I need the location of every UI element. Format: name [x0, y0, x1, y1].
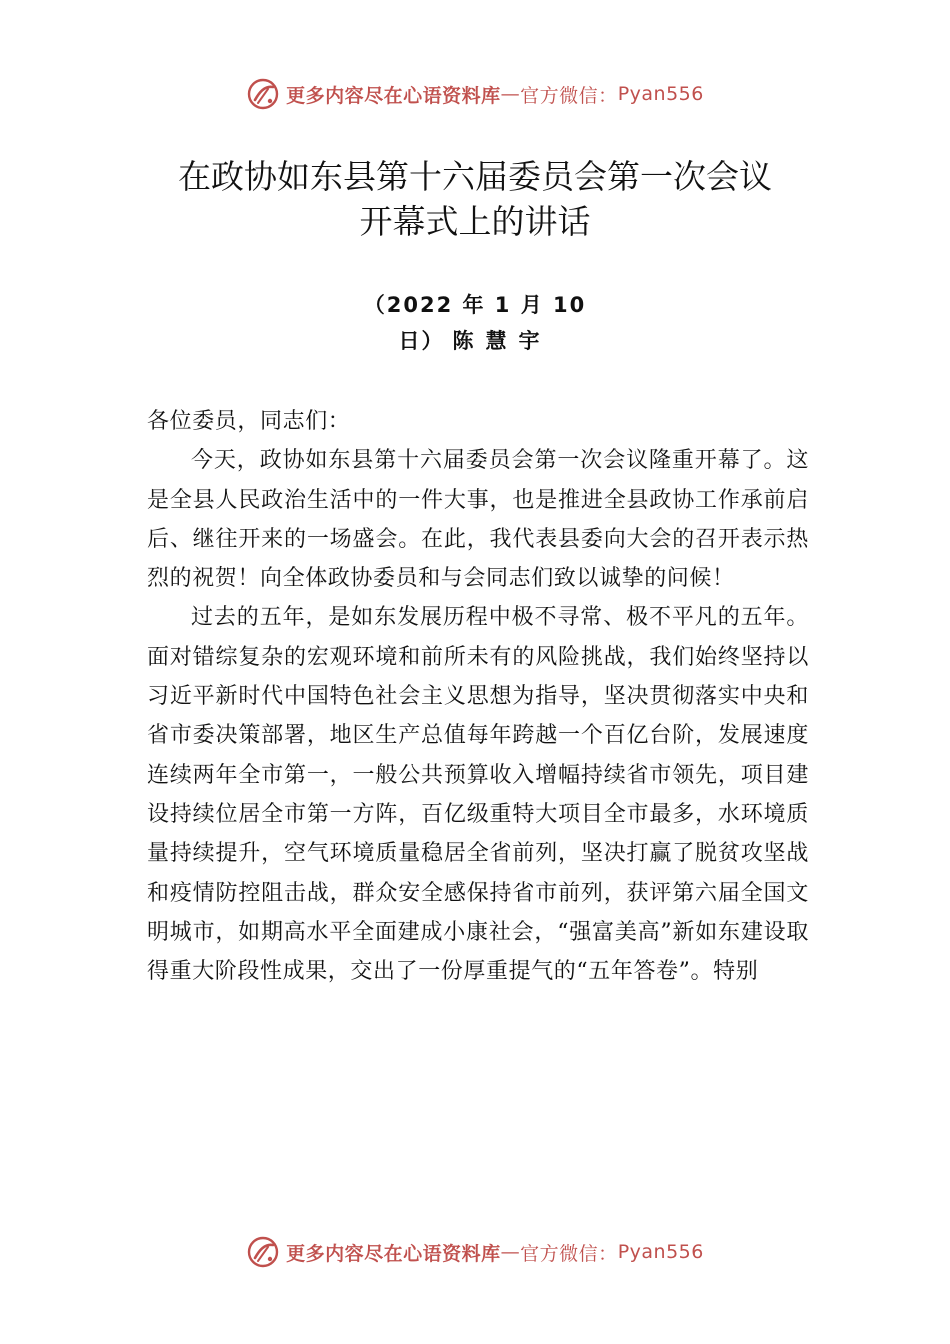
watermark-text-main: 更多内容尽在心语资料库 — [286, 84, 501, 107]
document-title-line-1: 在政协如东县第十六届委员会第一次会议 — [178, 157, 772, 196]
watermark-header — [0, 74, 950, 114]
watermark-wechat-id: Pyan556 — [617, 1241, 704, 1263]
watermark-separator: — — [500, 83, 521, 105]
paragraph-1: 今天，政协如东县第十六届委员会第一次会议隆重开幕了。这是全县人民政治生活中的一件大事，也是推进全县政协工作承前启后、继往开来的一场盛会。在此，我代表县委向大会的召开表示热烈的祝贺！向全体政协委员和与会同志们致以诚挚的问候！ — [147, 448, 809, 592]
watermark-separator: — — [500, 1241, 521, 1263]
document-body — [147, 402, 809, 991]
author-name: 陈慧宇 — [452, 329, 552, 353]
watermark-text-main: 更多内容尽在心语资料库 — [286, 1242, 501, 1265]
document-title-line-2: 开幕式上的讲话 — [359, 202, 591, 241]
watermark-logo-icon — [246, 1235, 280, 1269]
watermark-wechat-id: Pyan556 — [617, 83, 704, 105]
watermark-label: 官方微信： — [520, 1242, 618, 1265]
document-byline — [0, 325, 950, 355]
paragraph-2: 过去的五年，是如东发展历程中极不寻常、极不平凡的五年。面对错综复杂的宏观环境和前所未有的风险挑战，我们始终坚持以习近平新时代中国特色社会主义思想为指导，坚决贯彻落实中央和省市委决策部署，地区生产总值每年跨越一个百亿台阶，发展速度连续两年全市第一，一般公共预算收入增幅持续省市领先，项目建设持续位居全市第一方阵，百亿级重特大项目全市最多，水环境质量持续提升，空气环境质量稳居全省前列，坚决打赢了脱贫攻坚战和疫情防控阻击战，群众安全感保持省市前列，获评第六届全国文明城市，如期高水平全面建成小康社会，“强富美高”新如东建设取得重大阶段性成果，交出了一份厚重提气的“五年答卷”。特别 — [147, 605, 809, 985]
date-suffix: 日） — [398, 329, 445, 353]
document-date-line: （2022 年 1 月 10 — [363, 293, 587, 317]
watermark-logo-icon — [246, 77, 280, 111]
watermark-label: 官方微信： — [520, 84, 618, 107]
greeting: 各位委员，同志们： — [147, 409, 351, 434]
watermark-footer — [0, 1232, 950, 1272]
